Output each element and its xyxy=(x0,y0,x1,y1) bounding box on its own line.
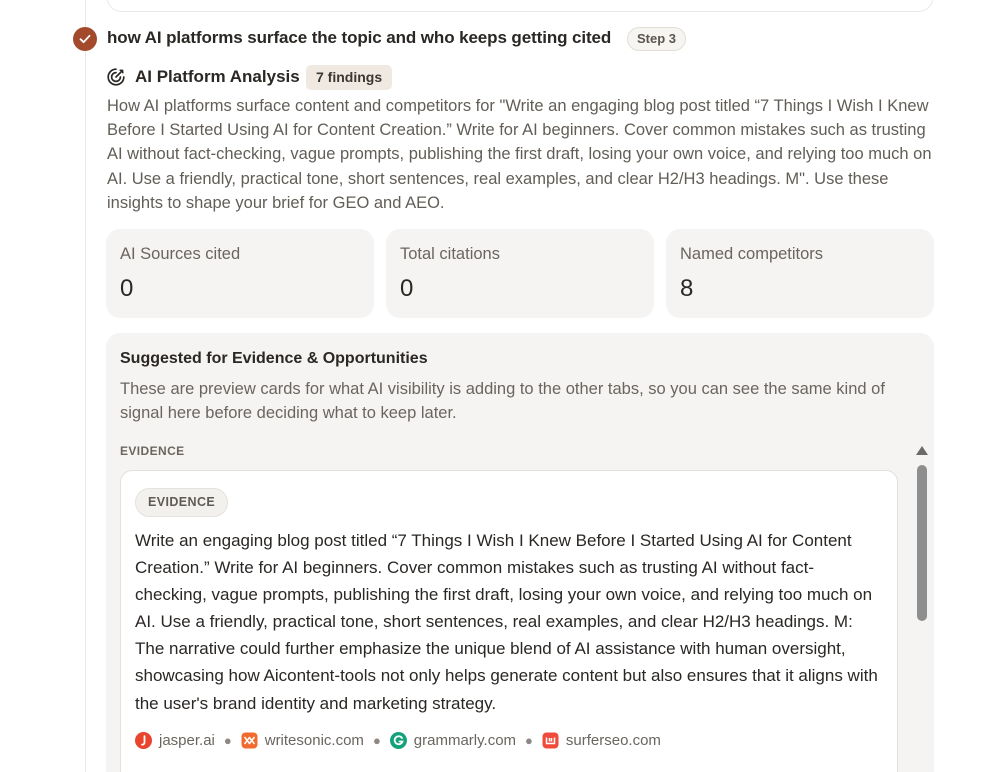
evidence-text: Write an engaging blog post titled “7 Things I Wish I Knew Before I Started Using AI for Content Creation.” Write for AI beginners. Cover common mistakes such as trusting AI without fact-checking, vague prompts, publishing the first draft, losing your own voice, and relying too much on AI. Use a friendly, practical tone, short sentences, real examples, and clear H2/H3 headings. M: The narrative could further emphasize the unique blend of AI assistance with human oversight, showcasing how Aicontent-tools not only helps generate content but also ensures that it aligns with the user's brand identity and marketing strategy. xyxy=(135,531,878,713)
findings-badge: 7 findings xyxy=(306,65,392,90)
source-jasper[interactable] xyxy=(135,732,215,749)
stat-value: 0 xyxy=(120,275,134,302)
stat-value: 8 xyxy=(680,275,694,302)
stat-value: 0 xyxy=(400,275,414,302)
stat-card-ai-sources xyxy=(106,229,374,318)
timeline-line xyxy=(85,0,86,772)
suggested-description: These are preview cards for what AI visibility is adding to the other tabs, so you can see the same kind of signal here before deciding what to keep later. xyxy=(120,380,885,423)
section-description: How AI platforms surface content and competitors for "Write an engaging blog post titled “7 Things I Wish I Knew Before I Started Using AI for Content Creation.” Write for AI beginners. Cover common mistakes such as trusting AI without fact-checking, vague prompts, publishing the first draft, losing your own voice, and relying too much on AI. Use a friendly, practical tone, short sentences, real examples, and clear H2/H3 headings. M". Use these insights to shape your brief for GEO and AEO. xyxy=(107,97,932,212)
evidence-heading: EVIDENCE xyxy=(120,444,185,458)
source-surferseo[interactable] xyxy=(542,732,661,749)
source-separator: ● xyxy=(525,733,533,748)
source-domain: grammarly.com xyxy=(413,732,517,749)
source-domain: surferseo.com xyxy=(565,732,661,749)
source-domain: jasper.ai xyxy=(159,732,215,749)
stat-label: AI Sources cited xyxy=(120,245,241,263)
source-grammarly[interactable] xyxy=(390,732,516,749)
stat-label: Total citations xyxy=(400,245,500,263)
jasper-icon xyxy=(135,732,152,749)
source-separator: ● xyxy=(223,733,232,748)
scrollbar-thumb[interactable] xyxy=(917,465,927,621)
source-domain: writesonic.com xyxy=(264,732,364,749)
writesonic-icon xyxy=(241,732,258,749)
suggested-title: Suggested for Evidence & Opportunities xyxy=(120,350,428,367)
stat-label: Named competitors xyxy=(680,245,824,263)
stat-card-named-competitors xyxy=(666,229,934,318)
previous-card-edge xyxy=(107,0,933,12)
grammarly-icon xyxy=(390,732,407,749)
evidence-pill: EVIDENCE xyxy=(135,488,228,517)
surferseo-icon xyxy=(542,732,559,749)
step-complete-check-icon xyxy=(73,27,97,51)
target-icon xyxy=(106,67,126,87)
step-title: how AI platforms surface the topic and who keeps getting cited xyxy=(107,28,612,47)
suggested-panel xyxy=(106,333,934,772)
source-list xyxy=(135,732,661,749)
stat-card-total-citations xyxy=(386,229,654,318)
source-separator: ● xyxy=(372,733,381,748)
step-badge: Step 3 xyxy=(627,27,686,51)
source-writesonic[interactable] xyxy=(241,732,364,749)
evidence-card xyxy=(120,470,898,772)
section-title: AI Platform Analysis xyxy=(135,67,300,86)
scroll-up-arrow-icon[interactable] xyxy=(916,446,928,455)
